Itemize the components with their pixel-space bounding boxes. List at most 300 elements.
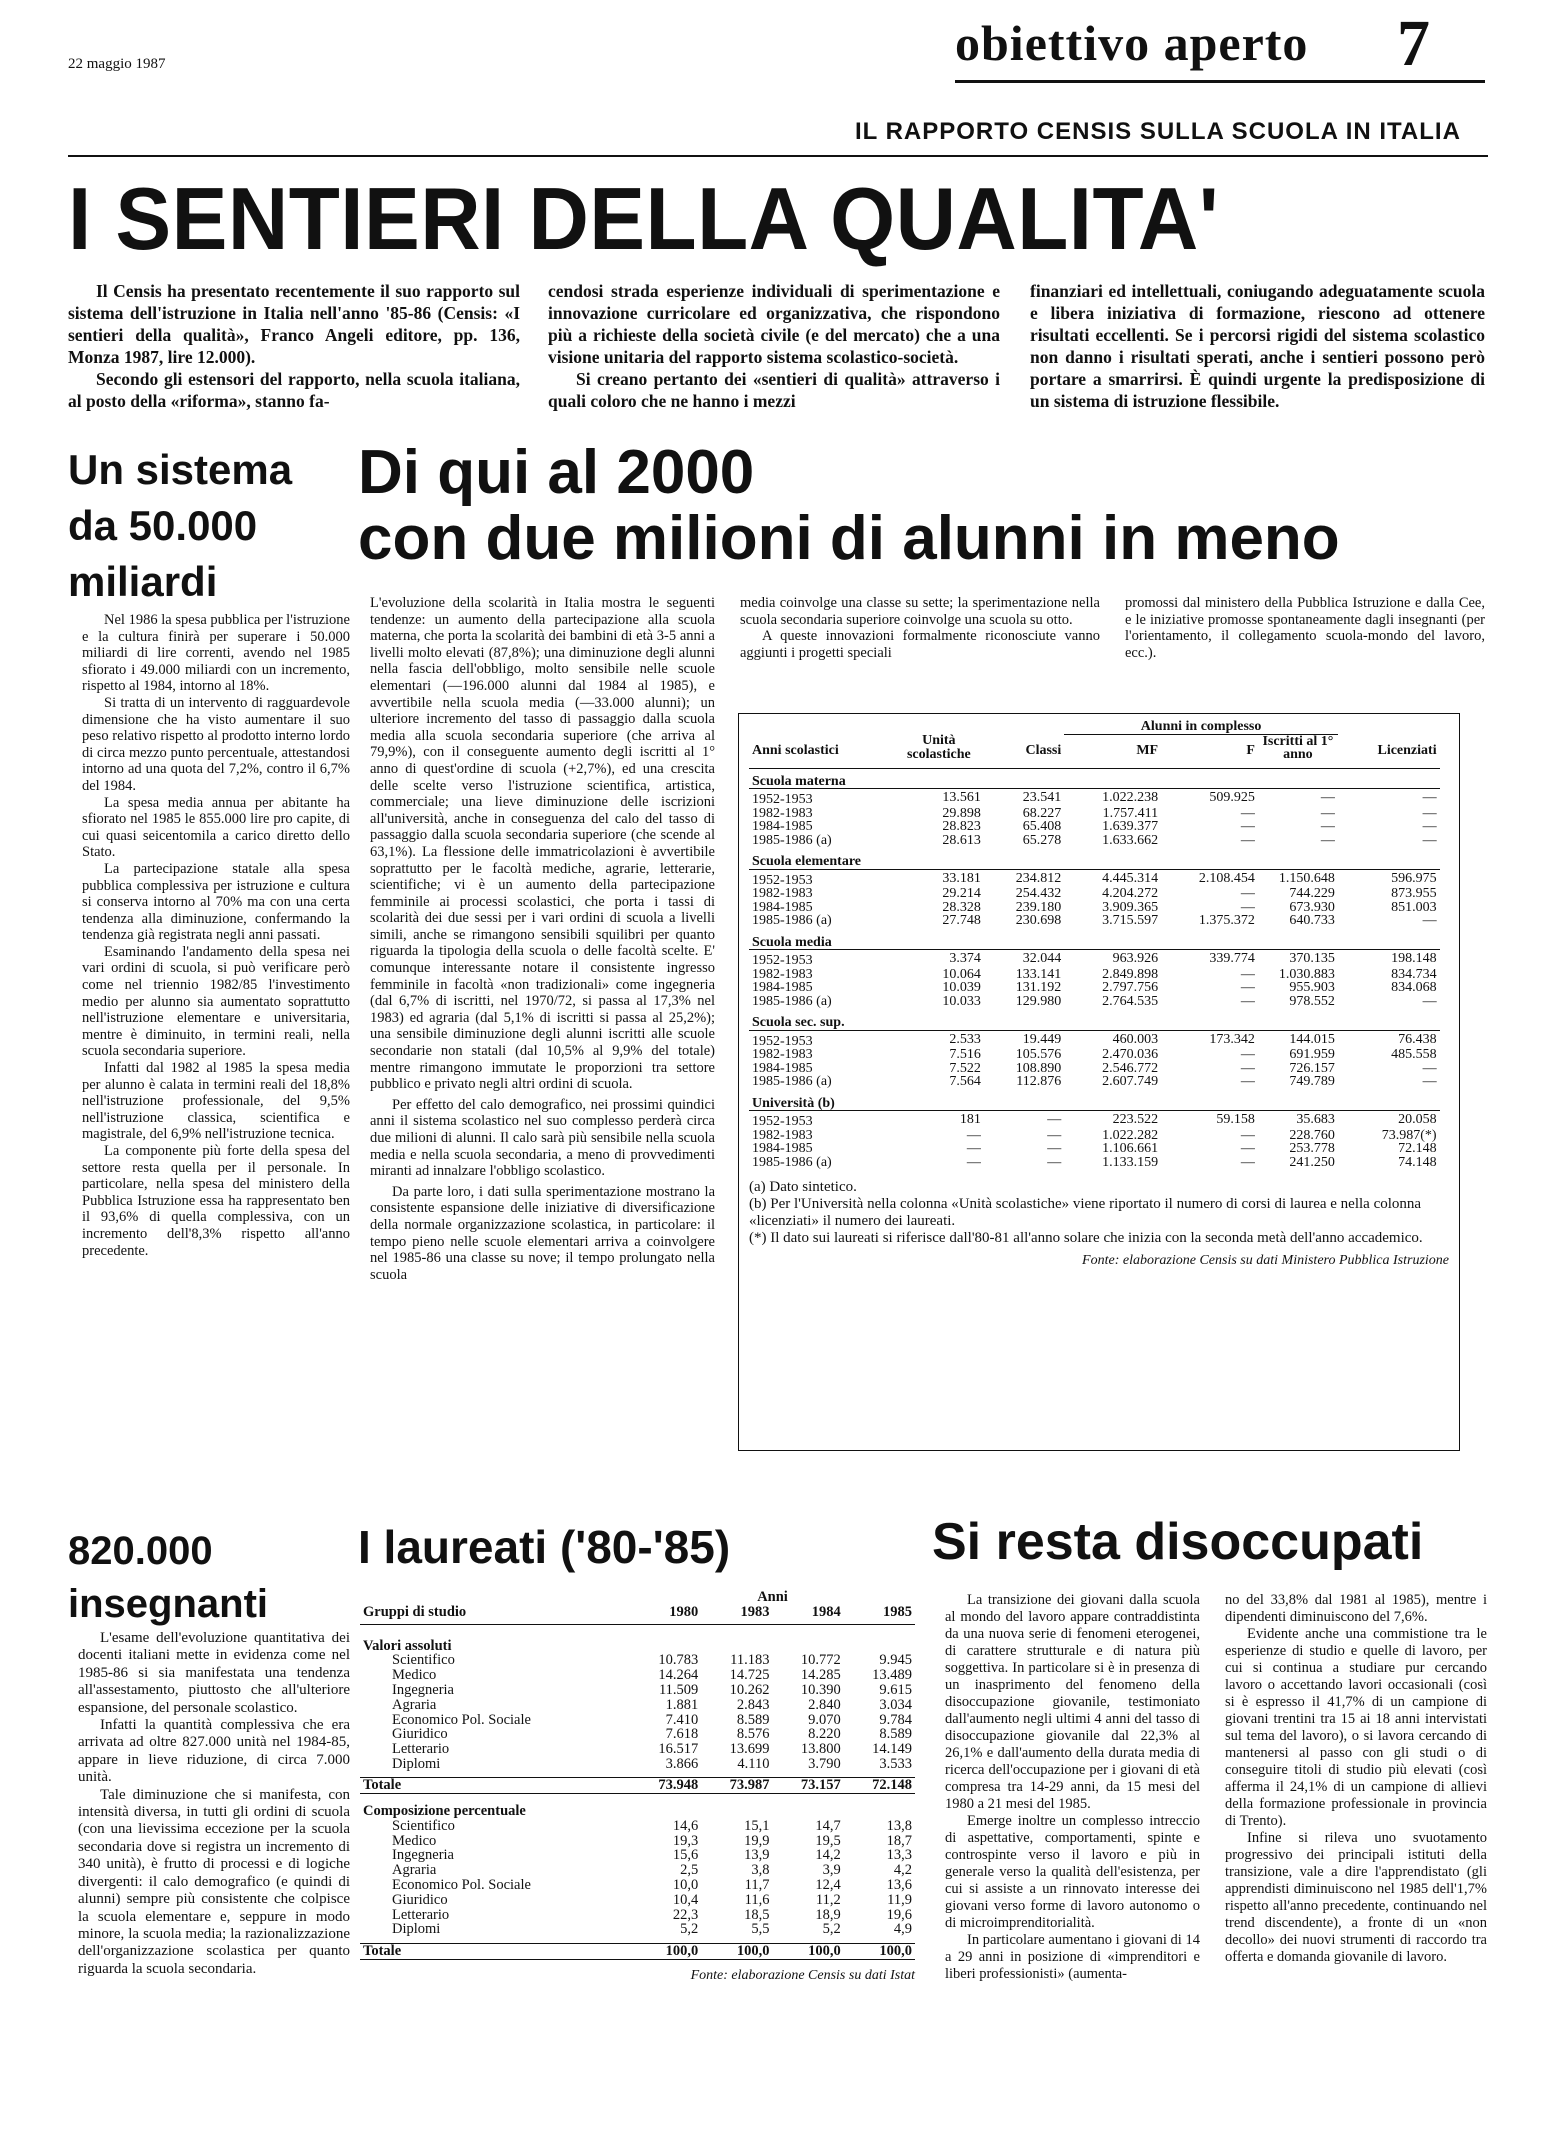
table-cell: — bbox=[1240, 1074, 1255, 1089]
table-cell: 1982-1983 bbox=[752, 805, 813, 821]
table-cell: 9.784 bbox=[879, 1711, 912, 1728]
table-cell: 223.522 bbox=[1112, 1112, 1159, 1127]
table-cell: — bbox=[1047, 1127, 1062, 1143]
table-cell: Scientifico bbox=[392, 1817, 455, 1834]
table-row bbox=[360, 1893, 915, 1908]
table-cell: — bbox=[1240, 980, 1255, 995]
headline: I SENTIERI DELLA QUALITA' bbox=[68, 169, 1220, 268]
table-cell: 7.516 bbox=[949, 1047, 981, 1062]
table-row bbox=[360, 1878, 915, 1893]
table-cell: 1984-1985 bbox=[752, 819, 813, 834]
table-cell: 1.106.661 bbox=[1102, 1141, 1159, 1156]
table-cell: — bbox=[1422, 1060, 1437, 1076]
table-row bbox=[749, 1156, 1449, 1170]
table-cell: 13.800 bbox=[800, 1741, 841, 1758]
table-cell: 1982-1983 bbox=[752, 1127, 813, 1143]
table-cell: 228.760 bbox=[1289, 1127, 1335, 1143]
table-row bbox=[749, 1142, 1449, 1156]
table-cell: 15,6 bbox=[672, 1847, 699, 1864]
table-group-header bbox=[749, 847, 1449, 869]
table-cell: 1982-1983 bbox=[752, 966, 813, 982]
table-cell: 28.823 bbox=[942, 819, 981, 834]
table-cell: 1985-1986 (a) bbox=[752, 1074, 832, 1089]
table-cell: 9.945 bbox=[879, 1652, 912, 1669]
table-cell: Giuridico bbox=[392, 1891, 448, 1908]
table-cell: 8.589 bbox=[879, 1726, 912, 1743]
table-cell: 10.262 bbox=[729, 1681, 770, 1698]
table-cell: 10.783 bbox=[658, 1652, 699, 1669]
disoccupati-col-1: La transizione dei giovani dalla scuola al mondo del lavoro appare contraddistinta da una nuova serie di fenomeni eterogenei, di carattere strutturale e di natura più soggettiva. In particolare si è in presenza di un inasprimento del fenomeno della disoccupazione giovanile, testimoniato dall'aumento negli ultimi 4 anni del tasso di disoccupazione giovanile dal 22,3% al 26,1% e dall'aumento della durata media di ricerca dell'occupazione per i giovani di età compresa tra 14-29 anni, da 15 mesi del 1980 a 21 mesi del 1985. Emerge inoltre un complesso intreccio di aspettative, comportamenti, spinte e controspinte verso il lavoro e più in generale verso la qualità dell'esistenza, per cui si assiste a un rinnovato interesse dei giovani verso forme di lavoro autonomo o di microimprenditorialità. In particolare aumentano i giovani di 14 a 29 anni in posizione di «imprenditori e liberi professionisti» (aumenta- bbox=[945, 1592, 1200, 1982]
table-cell: 28.328 bbox=[942, 899, 981, 915]
table-cell: Economico Pol. Sociale bbox=[392, 1711, 531, 1728]
table-cell: 851.003 bbox=[1391, 899, 1437, 915]
table-cell: 112.876 bbox=[1016, 1074, 1062, 1089]
table-cell: 1984-1985 bbox=[752, 1060, 813, 1076]
table-cell: 19,6 bbox=[886, 1906, 912, 1923]
table-row bbox=[749, 914, 1449, 928]
total-cell: 73.987 bbox=[701, 1778, 772, 1794]
table-cell: 5,2 bbox=[822, 1921, 841, 1938]
insegnanti-title: 820.000 insegnanti bbox=[68, 1529, 269, 1626]
table-cell: 596.975 bbox=[1391, 870, 1437, 886]
group-name: Università (b) bbox=[749, 1089, 1440, 1111]
table-cell: — bbox=[1320, 819, 1335, 834]
table-cell: 11,2 bbox=[815, 1891, 841, 1908]
table-cell: 1952-1953 bbox=[752, 1114, 813, 1129]
table-cell: 1.375.372 bbox=[1198, 913, 1255, 928]
table-cell: 254.432 bbox=[1015, 886, 1062, 901]
table-cell: — bbox=[1240, 1141, 1255, 1156]
table-cell: 1.133.159 bbox=[1102, 1154, 1159, 1170]
table-cell: — bbox=[1422, 832, 1437, 848]
total-cell: 100,0 bbox=[773, 1943, 844, 1959]
table-cell: 23.541 bbox=[1022, 790, 1062, 805]
table-cell: 18,5 bbox=[744, 1906, 770, 1923]
table-cell: 726.157 bbox=[1289, 1060, 1335, 1076]
table-cell: 2.546.772 bbox=[1102, 1060, 1159, 1076]
table-cell: 20.058 bbox=[1398, 1112, 1437, 1127]
table-cell: 14,2 bbox=[815, 1847, 841, 1864]
table-cell: 241.250 bbox=[1289, 1154, 1335, 1170]
table-cell: 29.214 bbox=[942, 886, 981, 901]
table-cell: 640.733 bbox=[1289, 913, 1335, 928]
table-cell: 14.285 bbox=[800, 1667, 841, 1684]
total-row bbox=[360, 1943, 915, 1959]
table-cell: 460.003 bbox=[1112, 1031, 1159, 1047]
table-cell: 10.772 bbox=[800, 1652, 841, 1669]
table-cell: 14.149 bbox=[872, 1741, 912, 1758]
table-cell: Agraria bbox=[392, 1862, 437, 1879]
table-cell: — bbox=[1240, 1154, 1255, 1170]
lead-paragraph: finanziari ed intellettuali, coniugando adeguatamente scuola e libera iniziativa di formazione, riescono ad ottenere risultati eccellenti. Se i percorsi rigidi del sistema scolastico non danno i risultati sperati, anche i sentieri possono però portare a smarrirsi. È quindi urgente la predisposizione di un sistema di istruzione flessibile. bbox=[1030, 281, 1485, 411]
total-label: Totale bbox=[360, 1943, 630, 1959]
table-group-header bbox=[749, 1008, 1449, 1030]
table-group-header bbox=[749, 1089, 1449, 1111]
table-source: Fonte: elaborazione Censis su dati Ministero Pubblica Istruzione bbox=[1082, 1253, 1449, 1268]
table-cell: 65.408 bbox=[1022, 819, 1062, 834]
page-number: 7 bbox=[1397, 7, 1430, 80]
table-cell: 978.552 bbox=[1289, 993, 1335, 1009]
lead-paragraph: Il Censis ha presentato recentemente il suo rapporto sul sistema dell'istruzione in Italia nell'anno '85-86 (Censis: «I sentieri della qualità», Franco Angeli editore, pp. 136, Monza 1987, lire 12.000). bbox=[68, 281, 520, 367]
table-cell: 14,6 bbox=[672, 1817, 699, 1834]
table-cell: 19.449 bbox=[1022, 1031, 1062, 1047]
lead-paragraph: Si creano pertanto dei «sentieri di qualità» attraverso i quali coloro che ne hanno i mezzi bbox=[548, 369, 1000, 411]
table-cell: 5,2 bbox=[680, 1921, 699, 1938]
table-cell: 7.564 bbox=[949, 1074, 981, 1089]
table-cell: 1982-1983 bbox=[752, 1047, 813, 1062]
table-cell: 1.022.282 bbox=[1102, 1127, 1159, 1143]
table-cell: — bbox=[1240, 832, 1255, 848]
alunni-table: Alunni in complesso Anni scolastici Unità scolastiche Classi MF F Iscritti al 1° anno Licenziati Scuola materna 1952-1953 13.561 23.541 1.022.238 509.925 — — 1982-1983 29.898 68.227 1.757.411 — — — 1984-1985 28.823 65.408 1.639.377 — — — 1985-1986 (a) 28.613 65.278 1.633.662 — — — Scuola elementare 1952-1953 33.181 234.812 4.445.314 2.108.454 1.150.648 596.975 1982-1983 29.214 254.432 4.204.272 — 744.229 873.955 1984-1985 28.328 239.180 3.909.365 — 673.930 851.003 1985-1986 (a) 27.748 230.698 3.715.597 1.375.372 640.733 — Scuola media 1952-1953 3.374 32.044 963.926 339.774 370.135 198.148 1982-1983 10.064 133.141 2.849.898 — 1.030.883 834.734 1984-1985 10.039 131.192 2.797.756 — 955.903 834.068 1985-1986 (a) 10.033 129.980 2.764.535 — 978.552 — Scuola sec. sup. 1952-1953 2.533 19.449 460.003 173.342 144.015 76.438 1982-1983 7.516 105.576 2.470.036 — 691.959 485.558 1984-1985 7.522 108.890 2.546.772 — 726.157 — 1985-1986 (a) 7.564 112.876 2.607.749 — 749.789 — Università (b) 1952-1953 181 — 223.522 59.158 35.683 20.058 1982-1983 — — 1.022.282 — 228.760 73.987(*) 1984-1985 — — 1.106.661 — 253.778 72.148 1985-1986 (a) — — 1.133.159 — 241.250 74.148 bbox=[749, 720, 1449, 1169]
table-cell: 32.044 bbox=[1022, 951, 1062, 966]
table-cell: 173.342 bbox=[1209, 1031, 1255, 1047]
table-cell: Letterario bbox=[392, 1906, 450, 1923]
table-cell: 744.229 bbox=[1289, 886, 1335, 901]
table-cell: 3.866 bbox=[665, 1755, 699, 1772]
table-cell: 834.068 bbox=[1391, 980, 1437, 995]
table-cell: 8.576 bbox=[736, 1726, 770, 1743]
table-cell: 509.925 bbox=[1209, 790, 1255, 805]
table-cell: 4.445.314 bbox=[1102, 870, 1159, 886]
laureati-section-title bbox=[360, 1629, 915, 1654]
sistema-article: Nel 1986 la spesa pubblica per l'istruzione e la cultura finirà per superare i 50.000 miliardi di lire correnti, avendo nel 1985 sfiorato i 49.000 miliardi con un incremento, rispetto al 1984, intorno al 18%. Si tratta di un intervento di ragguardevole dimensione che ha visto aumentare il suo peso relativo rispetto al prodotto interno lordo di circa mezzo punto percentuale, attestandosi intorno ad una quota del 7,2%, contro il 6,7% del 1984. La spesa media annua per abitante ha sfiorato nel 1985 le 855.000 lire pro capite, di cui quasi seicentomila a carico diretto dello Stato. La partecipazione statale alla spesa pubblica complessiva per istruzione e cultura si conserva intorno al 70% ma con una certa tendenza alla diminuzione, confermando la tendenza già registrata negli anni passati. Esaminando l'andamento della spesa nei vari ordini di scuola, si può verificare però come nel triennio 1982/85 l'investimento medio per alunno sia aumentato soprattutto nell'istruzione elementare e universitaria, mentre è diminuito, in termini reali, nella scuola secondaria superiore. Infatti dal 1982 al 1985 la spesa media per alunno è calata in termini reali del 18,8% nell'istruzione professionale, del 9,5% nell'istruzione classica, scientifica e magistrale, del 6,9% nell'istruzione tecnica. La componente più forte della spesa del settore resta quella per il personale. In particolare, nella spesa del ministero della Pubblica Istruzione essa ha rappresentato ben il 93,6% di quella complessiva, con un incremento dell'8,3% rispetto all'anno precedente. bbox=[82, 612, 350, 1259]
duemila-col-2: media coinvolge una classe su sette; la sperimentazione nella scuola secondaria superiore coinvolge una scuola su otto. A queste innovazioni formalmente riconosciute vanno aggiunti i progetti speciali bbox=[740, 595, 1100, 661]
table-row bbox=[749, 1111, 1449, 1129]
table-cell: 4,2 bbox=[893, 1862, 912, 1879]
table-cell: 339.774 bbox=[1209, 951, 1255, 966]
table-cell: 239.180 bbox=[1015, 899, 1062, 915]
table-cell: 29.898 bbox=[942, 805, 981, 821]
table-cell: Giuridico bbox=[392, 1726, 448, 1743]
laureati-section-title bbox=[360, 1794, 915, 1819]
table-cell: 2.607.749 bbox=[1102, 1074, 1159, 1089]
table-cell: 19,9 bbox=[744, 1832, 770, 1849]
table-cell: 28.613 bbox=[942, 832, 981, 848]
table-cell: 834.734 bbox=[1391, 966, 1437, 982]
table-row bbox=[360, 1713, 915, 1728]
total-label: Totale bbox=[360, 1778, 630, 1794]
table-row bbox=[749, 834, 1449, 848]
table-cell: — bbox=[1422, 805, 1437, 821]
table-row bbox=[360, 1908, 915, 1923]
table-cell: 1952-1953 bbox=[752, 792, 813, 807]
table-cell: 1984-1985 bbox=[752, 899, 813, 915]
table-row bbox=[360, 1922, 915, 1937]
table-cell: — bbox=[1320, 805, 1335, 821]
table-cell: 22,3 bbox=[672, 1906, 699, 1923]
table-cell: 1984-1985 bbox=[752, 1141, 813, 1156]
table-cell: — bbox=[966, 1141, 981, 1156]
table-row bbox=[749, 1062, 1449, 1076]
table-cell: — bbox=[1047, 1141, 1062, 1156]
table-cell: 198.148 bbox=[1391, 951, 1437, 966]
table-cell: 11,7 bbox=[744, 1877, 770, 1894]
table-cell: — bbox=[1320, 832, 1335, 848]
table-notes: (a) Dato sintetico. (b) Per l'Università nella colonna «Unità scolastiche» viene riportato il numero di corsi di laurea e nella colonna «licenziati» il numero dei laureati. (*) Il dato sui laureati si riferisce dall'80-81 all'anno solare che inizia con la seconda metà dell'anno accademico. bbox=[749, 1179, 1423, 1246]
table-row bbox=[749, 1048, 1449, 1062]
table-cell: 74.148 bbox=[1398, 1154, 1437, 1170]
kicker-rule bbox=[68, 155, 1488, 157]
lead-paragraph: Secondo gli estensori del rapporto, nella scuola italiana, al posto della «riforma», stanno fa- bbox=[68, 369, 520, 411]
table-cell: — bbox=[1240, 1047, 1255, 1062]
table-cell: 72.148 bbox=[1398, 1141, 1437, 1156]
table-row bbox=[749, 1075, 1449, 1089]
table-cell: Diplomi bbox=[392, 1921, 441, 1938]
table-cell: — bbox=[1422, 790, 1437, 805]
table-cell: 108.890 bbox=[1015, 1060, 1062, 1076]
table-cell: 16.517 bbox=[658, 1741, 699, 1758]
table-cell: 7.410 bbox=[665, 1711, 699, 1728]
table-cell: 2.533 bbox=[949, 1031, 981, 1047]
table-cell: 33.181 bbox=[942, 870, 981, 886]
table-cell: 68.227 bbox=[1022, 805, 1062, 821]
table-row bbox=[749, 869, 1449, 887]
table-cell: 1.881 bbox=[665, 1696, 699, 1713]
table-row bbox=[749, 968, 1449, 982]
table-row bbox=[360, 1757, 915, 1772]
table-cell: — bbox=[966, 1154, 981, 1170]
masthead-rule bbox=[955, 80, 1485, 83]
table-cell: 3.715.597 bbox=[1102, 913, 1159, 928]
table-cell: 1.022.238 bbox=[1102, 790, 1159, 805]
laureati-table-box bbox=[360, 1590, 915, 1984]
table-cell: 1952-1953 bbox=[752, 872, 813, 888]
table-row bbox=[749, 807, 1449, 821]
table-cell: — bbox=[1240, 966, 1255, 982]
table-cell: 234.812 bbox=[1015, 870, 1062, 886]
total-cell: 100,0 bbox=[844, 1943, 915, 1959]
table-cell: 11,6 bbox=[744, 1891, 770, 1908]
table-row bbox=[360, 1698, 915, 1713]
table-row bbox=[360, 1848, 915, 1863]
duemila-title: Di qui al 2000 con due milioni di alunni in meno bbox=[358, 438, 1340, 573]
table-group-header bbox=[749, 773, 1449, 789]
table-cell: Economico Pol. Sociale bbox=[392, 1877, 531, 1894]
table-cell: 1952-1953 bbox=[752, 953, 813, 968]
table-cell: 873.955 bbox=[1391, 886, 1437, 901]
table-cell: Ingegneria bbox=[392, 1847, 454, 1864]
insegnanti-article: L'esame dell'evoluzione quantitativa dei docenti italiani mette in evidenza come nel 1985-86 si sia manifestata una tendenza all'assestamento, piuttosto che all'ulteriore espansione, del personale scolastico. Infatti la quantità complessiva che era arrivata ad oltre 827.000 unità nel 1984-85, appare in lieve riduzione, di circa 7.000 unità. Tale diminuzione che si manifesta, con intensità diversa, in tutti gli ordini di scuola (con una lievissima eccezione per la scuola secondaria dove si registra un incremento di 340 unità), è frutto di processi e di logiche divergenti: il calo demografico (e quindi di alunni) sempre più consistente che colpisce la scuola elementare e, seppure in modo minore, la scuola media; la razionalizzazione dell'organizzazione scolastica per quanto riguarda la scuola secondaria. bbox=[78, 1630, 350, 1977]
table-cell: 4.204.272 bbox=[1102, 886, 1159, 901]
table-cell: 3.374 bbox=[949, 951, 981, 966]
table-cell: 2,5 bbox=[680, 1862, 699, 1879]
table-cell: Scientifico bbox=[392, 1652, 455, 1669]
table-row bbox=[749, 887, 1449, 901]
table-cell: 9.615 bbox=[879, 1681, 912, 1698]
lead-col-3 bbox=[1030, 280, 1485, 412]
table-cell: Medico bbox=[392, 1667, 437, 1684]
table-cell: 19,5 bbox=[815, 1832, 841, 1849]
table-row bbox=[749, 789, 1449, 807]
table-cell: — bbox=[966, 1127, 981, 1143]
table-cell: — bbox=[1240, 805, 1255, 821]
section-label: Composizione percentuale bbox=[363, 1803, 526, 1820]
table-cell: 1.639.377 bbox=[1102, 819, 1159, 834]
table-cell: — bbox=[1240, 1060, 1255, 1076]
table-cell: 1985-1986 (a) bbox=[752, 993, 832, 1009]
table-cell: 13,6 bbox=[886, 1877, 912, 1894]
lead-paragraph: cendosi strada esperienze individuali di sperimentazione e innovazione curricolare ed organizzativa, che rispondono più a richieste della società civile (e del mercato) che a una visione unitaria del rapporto sistema scolastico-società. bbox=[548, 281, 1000, 367]
table-cell: 3,8 bbox=[751, 1862, 770, 1879]
table-cell: — bbox=[1240, 899, 1255, 915]
table-cell: — bbox=[1422, 1074, 1437, 1089]
table-cell: 10,4 bbox=[672, 1891, 699, 1908]
table-cell: 1985-1986 (a) bbox=[752, 832, 832, 848]
total-cell: 100,0 bbox=[701, 1943, 772, 1959]
table-cell: 2.108.454 bbox=[1198, 870, 1255, 886]
table-cell: 105.576 bbox=[1015, 1047, 1062, 1062]
issue-date: 22 maggio 1987 bbox=[68, 56, 166, 72]
total-cell: 72.148 bbox=[844, 1778, 915, 1794]
table-row bbox=[360, 1834, 915, 1849]
table-cell: 4,9 bbox=[893, 1921, 912, 1938]
table-cell: 1985-1986 (a) bbox=[752, 913, 832, 928]
laureati-table: Anni Gruppi di studio 1980 1983 1984 1985 Valori assoluti Scientifico 10.783 11.183 10.772 9.945 Medico 14.264 14.725 14.285 13.489 Ingegneria 11.509 10.262 10.390 9.615 Agraria 1.881 2.843 2.840 3.034 Economico Pol. Sociale 7.410 8.589 9.070 9.784 Giuridico 7.618 8.576 8.220 8.589 Letterario 16.517 13.699 13.800 14.149 Diplomi 3.866 4.110 3.790 3.533 Totale 73.948 73.987 73.157 72.148 Composizione percentuale Scientifico 14,6 15,1 14,7 13,8 Medico 19,3 19,9 19,5 18,7 Ingegneria 15,6 13,9 14,2 13,3 Agraria 2,5 3,8 3,9 4,2 Economico Pol. Sociale 10,0 11,7 12,4 13,6 Giuridico 10,4 11,6 11,2 11,9 Letterario 22,3 18,5 18,9 19,6 Diplomi 5,2 5,5 5,2 4,9 Totale 100,0 100,0 100,0 100,0 bbox=[360, 1590, 915, 1960]
table-row bbox=[749, 1129, 1449, 1143]
table-cell: 3.790 bbox=[808, 1755, 841, 1772]
table-cell: 3.909.365 bbox=[1102, 899, 1159, 915]
table-cell: 4.110 bbox=[737, 1755, 770, 1772]
total-cell: 100,0 bbox=[630, 1943, 701, 1959]
table-cell: 14,7 bbox=[815, 1817, 841, 1834]
table-row bbox=[749, 981, 1449, 995]
group-name: Scuola elementare bbox=[749, 847, 1440, 869]
disoccupati-col-2: no del 33,8% dal 1981 al 1985), mentre i dipendenti diminuiscono del 7,6%. Evidente anche una commistione tra le esperienze di studio e quelle di lavoro, per cui si continua a studiare pur cercando lavoro o accettando lavori occasionali (così si è espresso il 41,7% di un campione di giovani trentini tra 15 ai 18 anni intervistati sul tema del lavoro), o si lavora cercando di mantenersi al passo con gli studi o di conseguire titoli di studio più elevati (così afferma il 24,1% di un campione di allievi della formazione professionale in provincia di Trento). Infine si rileva uno svuotamento progressivo dei principali istituti della transizione, vale a dire l'apprendistato (gli apprendisti diminuiscono nel 1985 dell'1,7% rispetto all'anno precedente, continuando nel trend discendente), a fronte di un «non decollo» dei nuovi strumenti di raccordo tra offerta e domanda giovanile di lavoro. bbox=[1225, 1592, 1487, 1965]
table-cell: Agraria bbox=[392, 1696, 437, 1713]
table-cell: 1.757.411 bbox=[1102, 805, 1159, 821]
table-cell: Medico bbox=[392, 1832, 437, 1849]
table-row bbox=[360, 1683, 915, 1698]
table-cell: 15,1 bbox=[744, 1817, 770, 1834]
table-cell: Ingegneria bbox=[392, 1681, 454, 1698]
total-row bbox=[360, 1778, 915, 1794]
table-cell: 1952-1953 bbox=[752, 1033, 813, 1049]
table-cell: 1.150.648 bbox=[1278, 870, 1335, 886]
table-row bbox=[360, 1668, 915, 1683]
table-row bbox=[749, 950, 1449, 968]
table-cell: 8.220 bbox=[808, 1726, 841, 1743]
table-cell: 2.764.535 bbox=[1102, 993, 1159, 1009]
alunni-table-box bbox=[738, 713, 1460, 1451]
table-cell: — bbox=[1240, 993, 1255, 1009]
table-cell: 13.699 bbox=[729, 1741, 770, 1758]
table-cell: — bbox=[1240, 886, 1255, 901]
table-cell: 13.489 bbox=[872, 1667, 912, 1684]
table-cell: 10.390 bbox=[800, 1681, 841, 1698]
duemila-col-1: L'evoluzione della scolarità in Italia mostra le seguenti tendenze: un aumento della partecipazione alla scuola materna, che porta la scolarità dei bambini di età 3-5 anni a livelli molto elevati (87,8%); una diminuzione degli alunni nella fascia dell'obbligo, molto sensibile nelle scuole elementari (—196.000 alunni dal 1984 al 1985), e avvertibile nella scuola media (—33.000 alunni); un ulteriore incremento del tasso di passaggio dalla scuola media alla scuola secondaria superiore (che arriva al 79,9%), con il conseguente aumento degli iscritti al 1° anno di quest'ordine di scuola (+2,7%), ed una crescita delle scelte verso l'istruzione scientifica, artistica, commerciale; una lieve diminuzione delle iscrizioni all'università, anche in conseguenza del calo del tasso di passaggio dalla scuola secondaria superiore (che scende al 63,1%). La flessione delle immatricolazioni è avvertibile soprattutto per le facoltà mediche, agrarie, letterarie, scientifiche; vi è un aumento della partecipazione femminile ai processi scolastici, che porta i tassi di scolarità dei due sessi per i vari ordini di scuola a livelli simili, anche se rimangono sensibili squilibri per quanto riguarda la tipologia della scuola o delle facoltà scelte. E' comunque interessante notare il consistente ingresso femminile in facoltà «non tradizionali» come ingegneria (dal 6,7% di iscritti, nel 1970/72, si passa al 17,3% nel 1983) ed agraria (dal 5,1% di iscritti si passa al 25,2%); una sensibile diminuzione degli alunni iscritti alle scuole secondarie non statali (dal 10,5% al 9,9% del totale) mentre rimangono immutate le proporzioni tra settore pubblico e privato negli altri ordini di scuola. Per effetto del calo demografico, nei prossimi quindici anni il sistema scolastico nel suo complesso perderà circa due milioni di alunni. Il calo sarà più sensibile nella scuola media e nella scuola secondaria, a meno di provvedimenti miranti ad innalzare l'obbligo scolastico. Da parte loro, i dati sulla sperimentazione mostrano la consistente espansione delle iniziative di diversificazione della normale organizzazione scolastica, in particolare: il tempo pieno nelle scuole elementari arriva a coinvolgere nel 1985-86 una classe su nove; il tempo prolungato nella scuola bbox=[370, 595, 715, 1283]
sistema-title: Un sistema da 50.000 miliardi bbox=[68, 446, 293, 605]
group-name: Scuola media bbox=[749, 928, 1440, 950]
table-row bbox=[749, 1030, 1449, 1048]
table-cell: 131.192 bbox=[1015, 980, 1062, 995]
lead-col-1 bbox=[68, 280, 520, 412]
table-cell: 253.778 bbox=[1289, 1141, 1335, 1156]
table-cell: 13,3 bbox=[886, 1847, 912, 1864]
table-cell: 3.034 bbox=[879, 1696, 912, 1713]
table-cell: 2.849.898 bbox=[1102, 966, 1159, 982]
table-cell: 11.183 bbox=[730, 1652, 770, 1669]
table-cell: 14.725 bbox=[729, 1667, 770, 1684]
table-cell: — bbox=[1240, 1127, 1255, 1143]
table-cell: 7.618 bbox=[665, 1726, 699, 1743]
table-row bbox=[360, 1653, 915, 1668]
table-cell: 11,9 bbox=[887, 1891, 912, 1908]
table-cell: 181 bbox=[959, 1112, 981, 1127]
table-cell: 673.930 bbox=[1289, 899, 1335, 915]
table-cell: 955.903 bbox=[1289, 980, 1335, 995]
table-cell: 1.633.662 bbox=[1102, 832, 1159, 848]
table-cell: 485.558 bbox=[1391, 1047, 1437, 1062]
table-cell: 10.039 bbox=[942, 980, 981, 995]
table-cell: 1982-1983 bbox=[752, 886, 813, 901]
table-cell: 11.509 bbox=[658, 1681, 699, 1698]
table-cell: 10,0 bbox=[672, 1877, 699, 1894]
table-cell: — bbox=[1047, 1154, 1062, 1170]
disoccupati-title: Si resta disoccupati bbox=[932, 1513, 1424, 1571]
total-cell: 73.157 bbox=[773, 1778, 844, 1794]
table-cell: 129.980 bbox=[1015, 993, 1062, 1009]
table-cell: 13.561 bbox=[942, 790, 981, 805]
table-cell: 14.264 bbox=[658, 1667, 699, 1684]
table-cell: 691.959 bbox=[1289, 1047, 1335, 1062]
table-cell: 133.141 bbox=[1015, 966, 1062, 982]
table-cell: 2.797.756 bbox=[1102, 980, 1159, 995]
table-row bbox=[360, 1742, 915, 1757]
table-cell: 749.789 bbox=[1289, 1074, 1335, 1089]
section-label: Valori assoluti bbox=[363, 1637, 452, 1654]
table-cell: 370.135 bbox=[1289, 951, 1335, 966]
table-cell: — bbox=[1422, 913, 1437, 928]
table-cell: 27.748 bbox=[942, 913, 981, 928]
table-cell: 2.470.036 bbox=[1102, 1047, 1159, 1062]
table-cell: 1984-1985 bbox=[752, 980, 813, 995]
table-row bbox=[749, 901, 1449, 915]
table-row bbox=[360, 1863, 915, 1878]
table-cell: 144.015 bbox=[1289, 1031, 1335, 1047]
table-cell: 10.064 bbox=[942, 966, 981, 982]
table-cell: 18,9 bbox=[815, 1906, 841, 1923]
table-row bbox=[360, 1727, 915, 1742]
table-cell: 12,4 bbox=[815, 1877, 841, 1894]
table-cell: 73.987(*) bbox=[1381, 1127, 1437, 1143]
table-cell: — bbox=[1422, 993, 1437, 1009]
group-name: Scuola materna bbox=[749, 773, 1440, 789]
table-row bbox=[749, 820, 1449, 834]
table-cell: 1.030.883 bbox=[1278, 966, 1335, 982]
table-cell: 3,9 bbox=[822, 1862, 841, 1879]
table-cell: 9.070 bbox=[808, 1711, 841, 1728]
table-cell: 59.158 bbox=[1216, 1112, 1255, 1127]
table-cell: 13,8 bbox=[886, 1817, 912, 1834]
table-cell: — bbox=[1240, 819, 1255, 834]
table-cell: 7.522 bbox=[949, 1060, 981, 1076]
table-cell: 2.843 bbox=[736, 1696, 770, 1713]
table-cell: 10.033 bbox=[942, 993, 981, 1009]
table-row bbox=[360, 1819, 915, 1834]
group-name: Scuola sec. sup. bbox=[749, 1008, 1440, 1030]
table-cell: 76.438 bbox=[1398, 1031, 1437, 1047]
table-cell: 3.533 bbox=[879, 1755, 912, 1772]
section-title: obiettivo aperto bbox=[955, 15, 1309, 71]
table-group-header bbox=[749, 928, 1449, 950]
kicker: IL RAPPORTO CENSIS SULLA SCUOLA IN ITALIA bbox=[855, 118, 1461, 145]
total-cell: 73.948 bbox=[630, 1778, 701, 1794]
table-row bbox=[749, 995, 1449, 1009]
table-cell: 18,7 bbox=[886, 1832, 912, 1849]
duemila-col-3: promossi dal ministero della Pubblica Istruzione e dalla Cee, e le iniziative promosse spontaneamente dagli insegnanti (per l'orientamento, il collegamento scuola-mondo del lavoro, ecc.). bbox=[1125, 595, 1485, 661]
table-cell: 13,9 bbox=[744, 1847, 770, 1864]
table-cell: 2.840 bbox=[808, 1696, 841, 1713]
